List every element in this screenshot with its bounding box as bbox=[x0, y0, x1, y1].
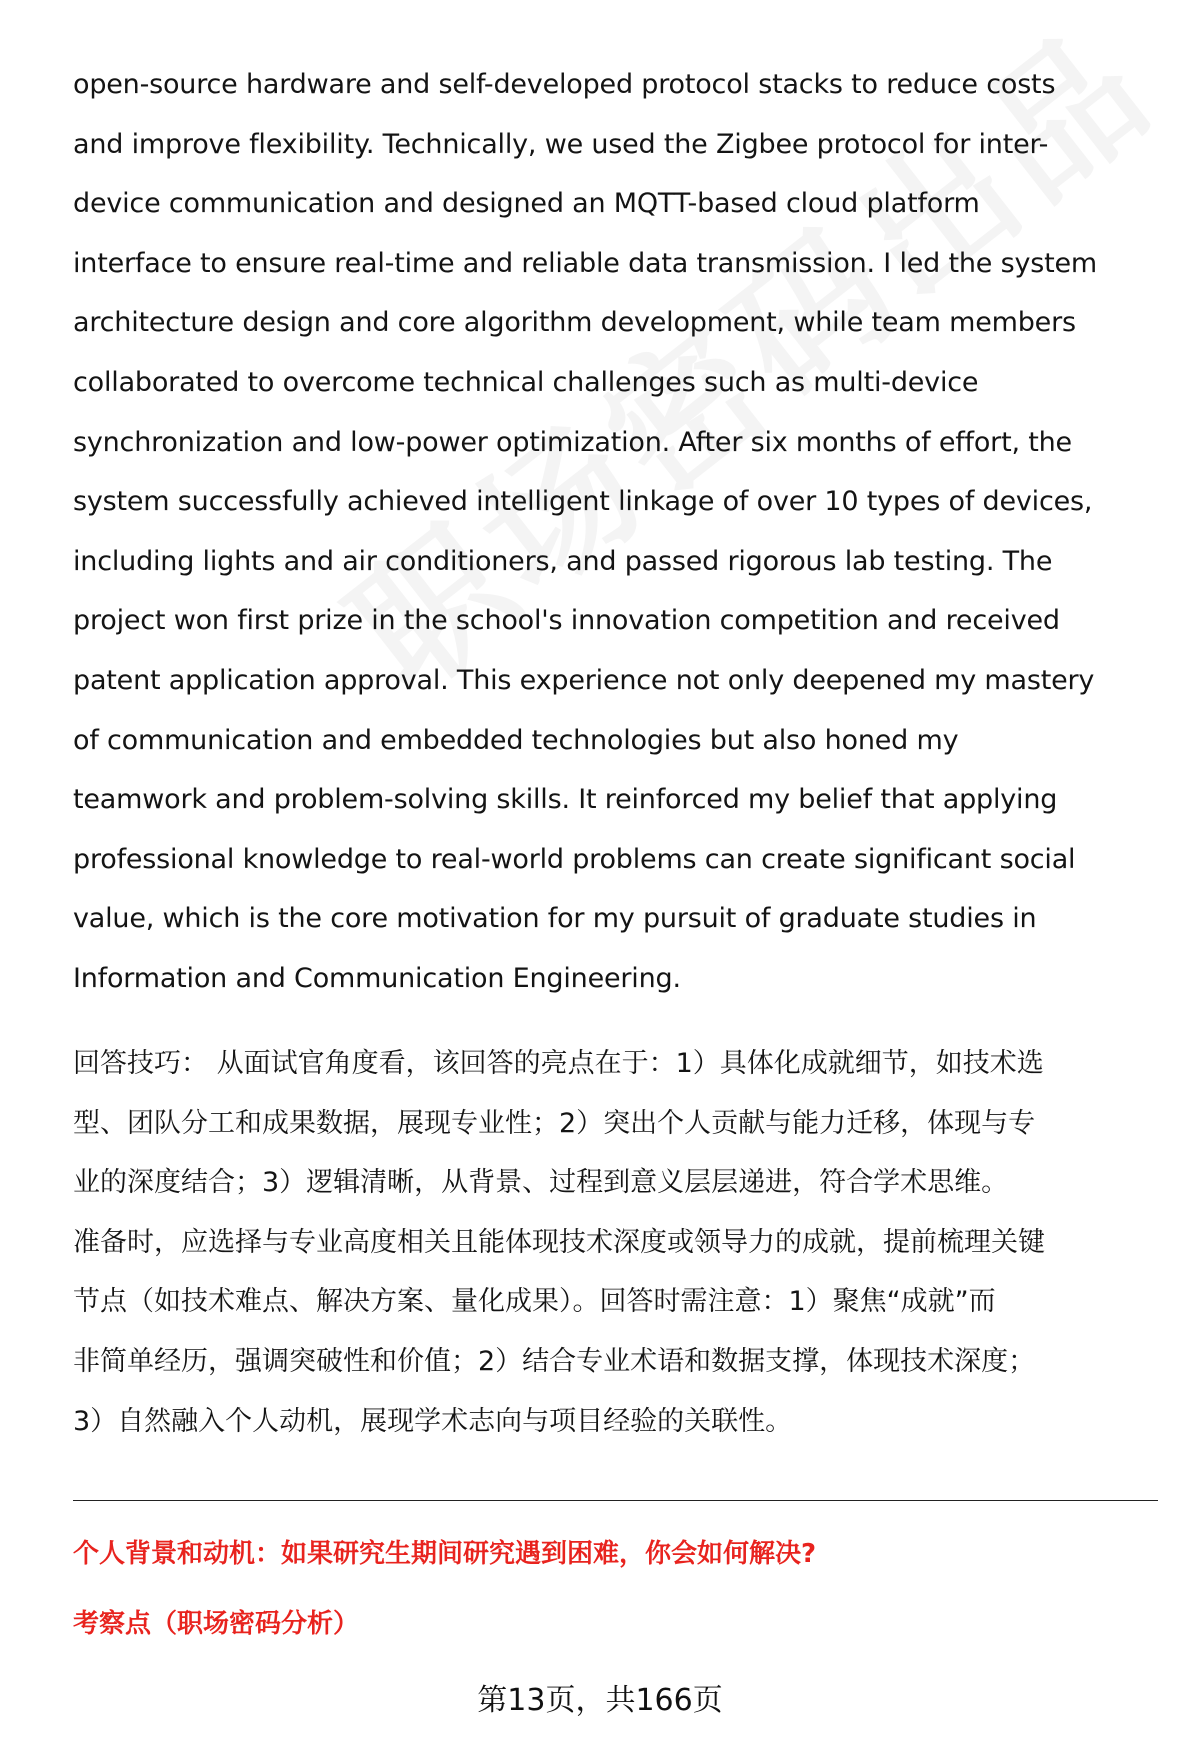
paragraph-line: architecture design and core algorithm development, while team members bbox=[73, 307, 1076, 339]
paragraph-line: value, which is the core motivation for my pursuit of graduate studies in bbox=[73, 903, 1037, 935]
english-answer-paragraph bbox=[73, 55, 1158, 1009]
tips-line: 非简单经历，强调突破性和价值；2）结合专业术语和数据支撑，体现技术深度； bbox=[73, 1345, 1036, 1377]
paragraph-line: device communication and designed an MQTT-based cloud platform bbox=[73, 188, 980, 220]
tips-line: 回答技巧： 从面试官角度看，该回答的亮点在于：1）具体化成就细节，如技术选 bbox=[73, 1048, 1044, 1079]
paragraph-line: system successfully achieved intelligent linkage of over 10 types of devices, bbox=[73, 486, 1093, 518]
paragraph-line: synchronization and low-power optimization. After six months of effort, the bbox=[73, 426, 1072, 458]
answer-tips-paragraph bbox=[73, 1034, 1158, 1451]
paragraph-line: and improve flexibility. Technically, we used the Zigbee protocol for inter- bbox=[73, 128, 1049, 160]
tips-line: 节点（如技术难点、解决方案、量化成果）。回答时需注意：1）聚焦“成就”而 bbox=[73, 1286, 996, 1318]
tips-line: 准备时，应选择与专业高度相关且能体现技术深度或领导力的成就，提前梳理关键 bbox=[73, 1226, 1045, 1258]
paragraph-line: collaborated to overcome technical challenges such as multi-device bbox=[73, 366, 979, 398]
paragraph-line: including lights and air conditioners, and passed rigorous lab testing. The bbox=[73, 545, 1053, 577]
section-divider bbox=[73, 1500, 1158, 1501]
tips-line: 3）自然融入个人动机，展现学术志向与项目经验的关联性。 bbox=[73, 1405, 793, 1437]
paragraph-line: Information and Communication Engineering. bbox=[73, 962, 681, 994]
paragraph-line: patent application approval. This experience not only deepened my mastery bbox=[73, 664, 1095, 696]
question-heading: 个人背景和动机：如果研究生期间研究遇到困难，你会如何解决? bbox=[73, 1539, 817, 1569]
focus-points-heading: 考察点（职场密码分析） bbox=[73, 1609, 360, 1639]
paragraph-line: open-source hardware and self-developed protocol stacks to reduce costs bbox=[73, 69, 1056, 100]
paragraph-line: of communication and embedded technologies but also honed my bbox=[73, 724, 959, 756]
paragraph-line: project won first prize in the school's innovation competition and received bbox=[73, 605, 1060, 637]
page-number-footer: 第13页，共166页 bbox=[477, 1683, 723, 1718]
tips-line: 业的深度结合；3）逻辑清晰，从背景、过程到意义层层递进，符合学术思维。 bbox=[73, 1167, 1009, 1199]
paragraph-line: interface to ensure real-time and reliable data transmission. I led the system bbox=[73, 247, 1097, 279]
tips-line: 型、团队分工和成果数据，展现专业性；2）突出个人贡献与能力迁移，体现与专 bbox=[73, 1107, 1036, 1139]
paragraph-line: professional knowledge to real-world problems can create significant social bbox=[73, 843, 1076, 875]
paragraph-line: teamwork and problem-solving skills. It reinforced my belief that applying bbox=[73, 784, 1058, 816]
